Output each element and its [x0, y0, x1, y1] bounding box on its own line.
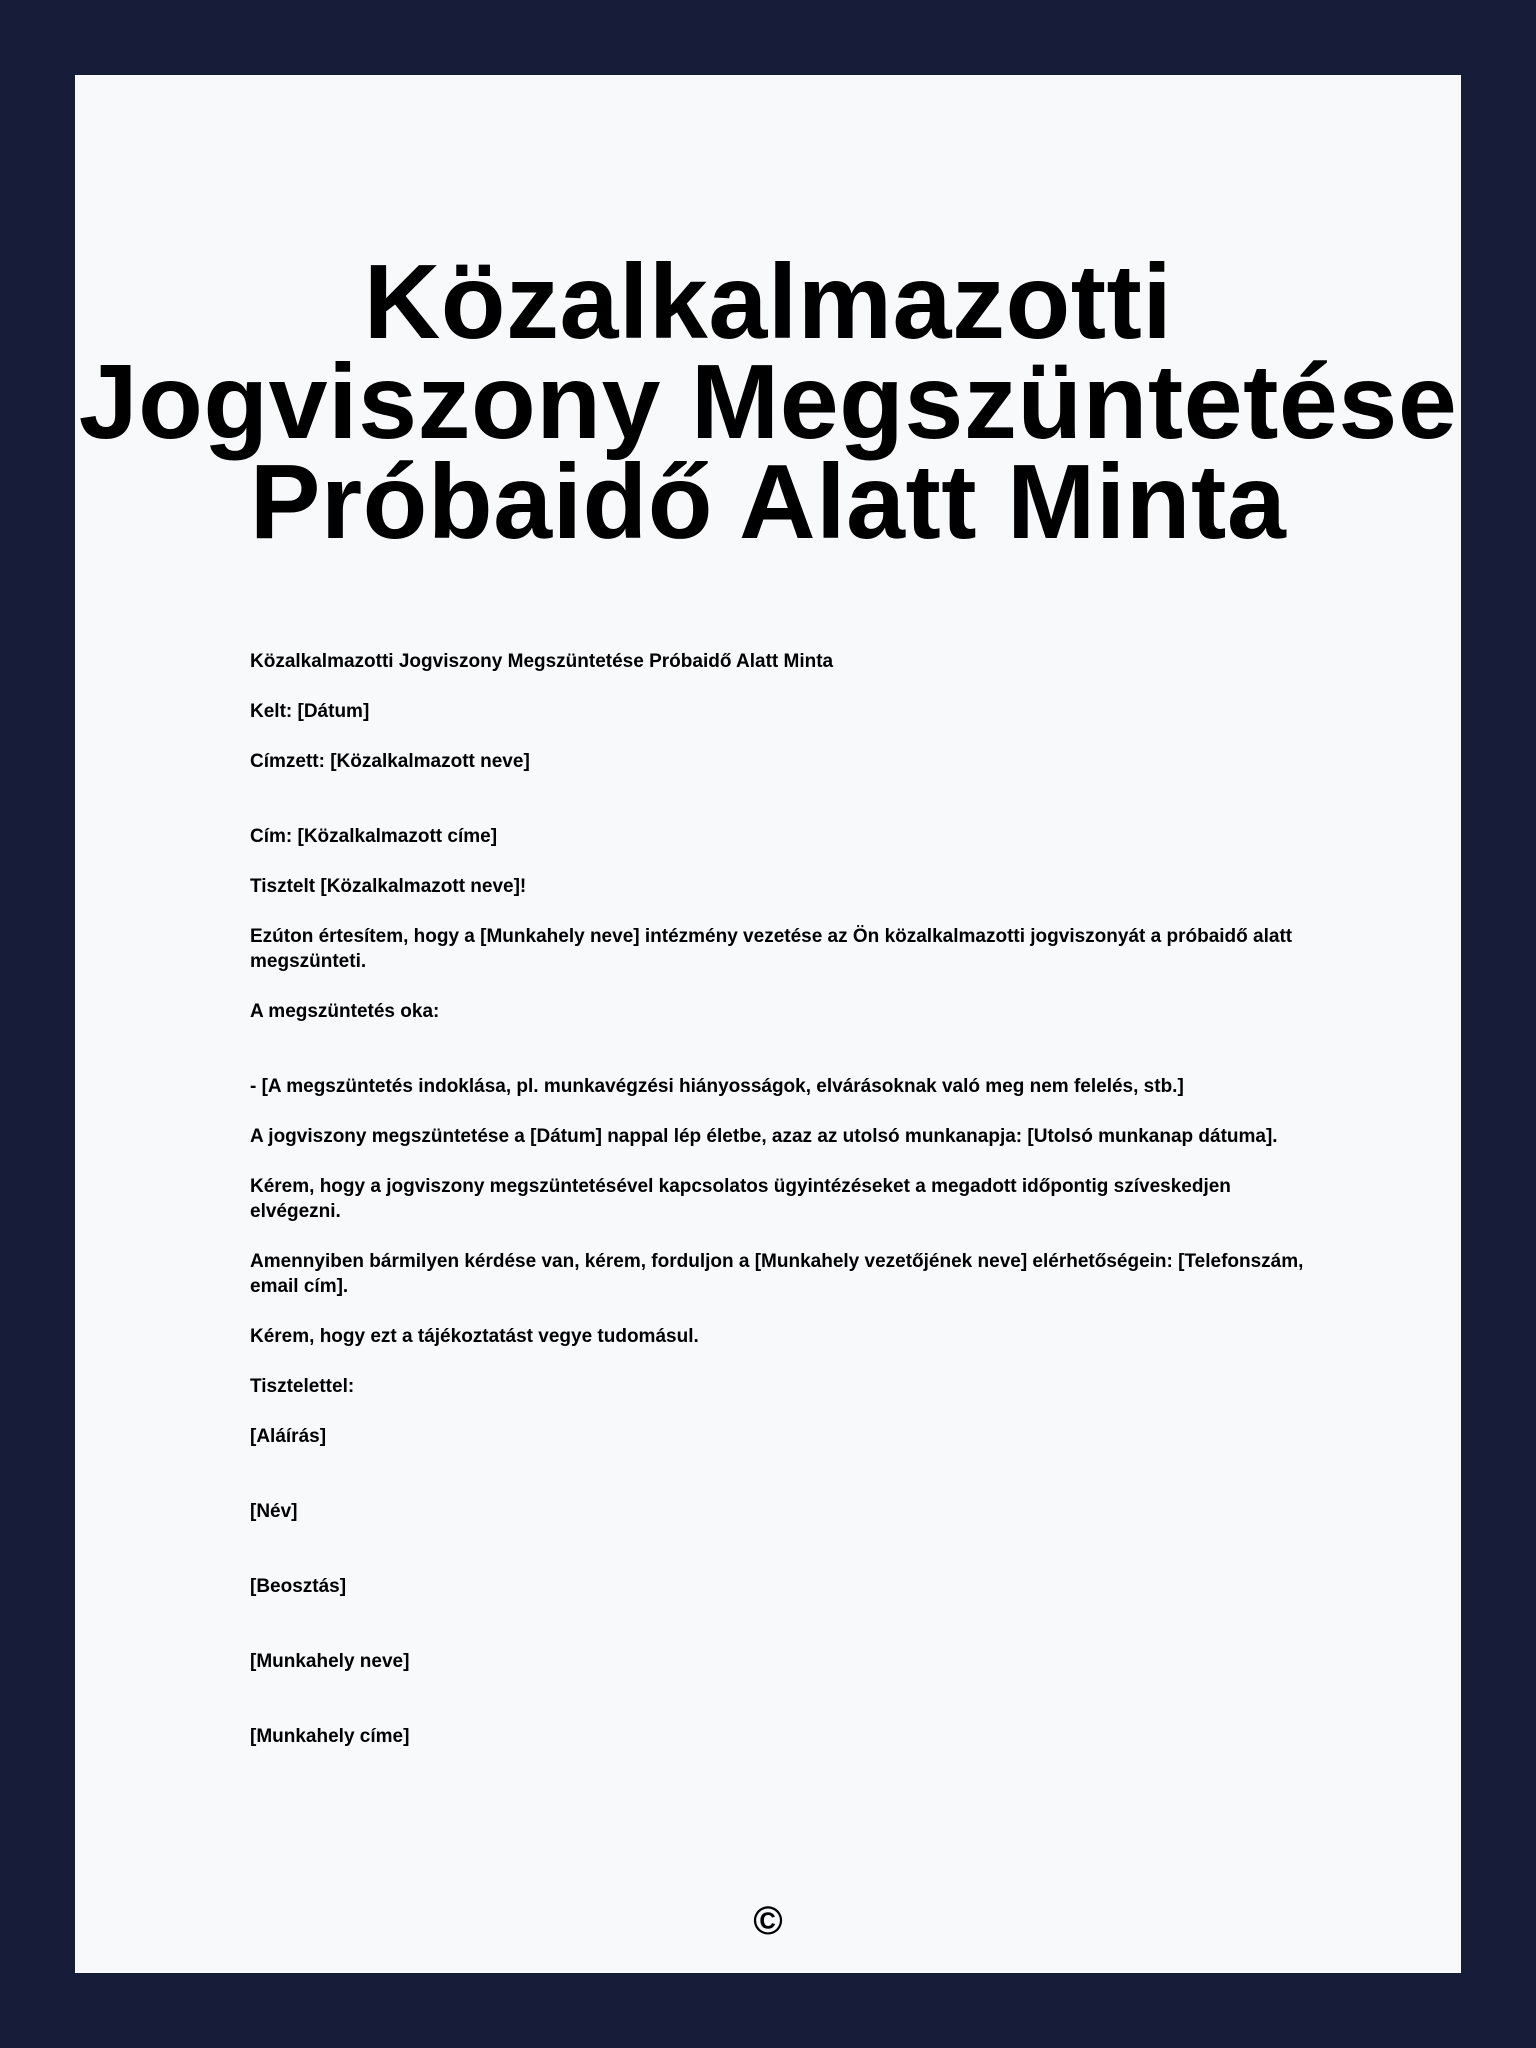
letter-closing: Tisztelettel:	[250, 1376, 355, 1397]
letter-paragraph-2: A jogviszony megszüntetése a [Dátum] nappal lép életbe, azaz az utolsó munkanapja: [Utolsó munkanap dátuma].	[250, 1126, 1278, 1147]
letter-salutation: Tisztelt [Közalkalmazott neve]!	[250, 876, 527, 897]
letter-recipient: Címzett: [Közalkalmazott neve]	[250, 751, 530, 772]
letter-paragraph-3: Kérem, hogy a jogviszony megszüntetésével kapcsolatos ügyintézéseket a megadott időpontig szíveskedjen elvégezni.	[250, 1176, 1231, 1222]
letter-paragraph-1: Ezúton értesítem, hogy a [Munkahely neve] intézmény vezetése az Ön közalkalmazotti jogviszonyát a próbaidő alatt megszünteti.	[250, 926, 1293, 972]
document-page	[75, 75, 1461, 1973]
letter-name: [Név]	[250, 1501, 298, 1522]
document-title: Közalkalmazotti Jogviszony Megszüntetése Próbaidő Alatt Minta	[78, 243, 1458, 561]
letter-paragraph-5: Kérem, hogy ezt a tájékoztatást vegye tudomásul.	[250, 1326, 699, 1347]
letter-body	[250, 649, 1310, 1749]
letter-paragraph-4: Amennyiben bármilyen kérdése van, kérem, forduljon a [Munkahely vezetőjének neve] elérhetőségein: [Telefonszám, email cím].	[250, 1251, 1304, 1297]
letter-signature: [Aláírás]	[250, 1426, 327, 1447]
copyright-icon: ©	[753, 1899, 783, 1943]
letter-address: Cím: [Közalkalmazott címe]	[250, 826, 498, 847]
letter-heading: Közalkalmazotti Jogviszony Megszüntetése Próbaidő Alatt Minta	[250, 651, 834, 672]
letter-workplace-address: [Munkahely címe]	[250, 1726, 410, 1747]
letter-reason-label: A megszüntetés oka:	[250, 1001, 440, 1022]
letter-reason-item: - [A megszüntetés indoklása, pl. munkavégzési hiányosságok, elvárásoknak való meg nem felelés, stb.]	[250, 1076, 1184, 1097]
letter-workplace-name: [Munkahely neve]	[250, 1651, 410, 1672]
letter-position: [Beosztás]	[250, 1576, 347, 1597]
letter-date: Kelt: [Dátum]	[250, 701, 370, 722]
